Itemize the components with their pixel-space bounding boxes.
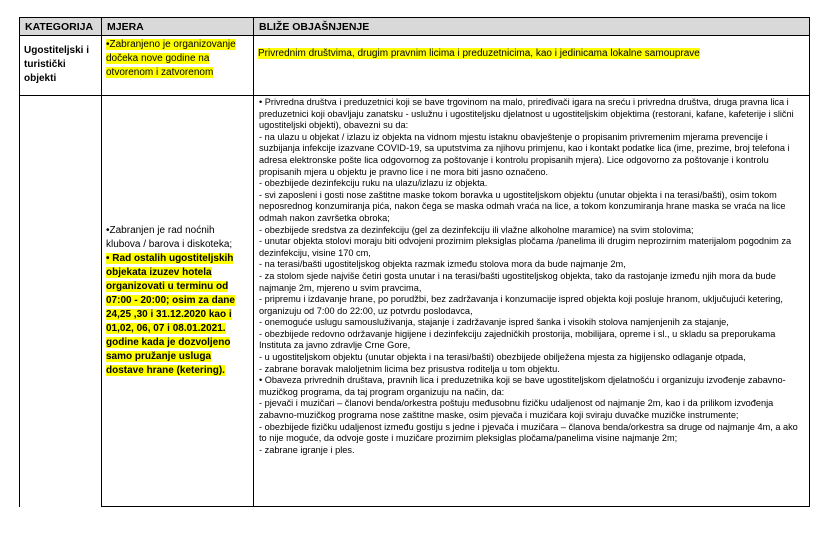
detail-line: - onemoguće uslugu samousluživanja, stajanje i zadržavanje ispred šanka i visokih stolova namjenjenih za stajanje,	[259, 317, 729, 328]
header-objasnjenje: BLIŽE OBJAŠNJENJE	[253, 17, 810, 35]
detail-line: - pjevači i muzičari – članovi benda/orkestra poštuju međusobnu fizičku udaljenost od najmanje 2m, kao i da prilikom izvođenja zabavno-muzičkog programa nose zaštitne maske, osim pjevača i muzičara koji sviraju duvačke muzičke instrumente;	[259, 398, 774, 421]
table-header-row	[19, 17, 810, 35]
explanation-text: Privrednim društvima, drugim pravnim licima i preduzetnicima, kao i jedinicama lokalne samouprave	[258, 48, 700, 59]
measure-cell	[101, 95, 253, 507]
measure-nye-ban: •Zabranjeno je organizovanje dočeka nove godine na otvorenom i zatvorenom	[106, 39, 236, 78]
detail-line: • Obaveza privrednih društava, pravnih lica i preduzetnika koji se bave ugostiteljskom djelatnošću i organizuju izvođenje zabavno-muzičkog programa, da taj program organizuju na način, da:	[259, 375, 786, 397]
header-kategorija: KATEGORIJA	[19, 17, 101, 35]
measure-nightclub-ban: •Zabranjen je rad noćnih klubova / barova i diskoteka;	[106, 225, 233, 250]
detail-line: - u ugostiteljskom objektu (unutar objekta i na terasi/bašti) obezbijede obilježena mjesta za higijensko odlaganje otpada,	[259, 352, 746, 363]
detail-line: - unutar objekta stolovi moraju biti odvojeni prozirnim pleksiglas pločama /panelima ili drugim neprozirnim materijalom pogodnim za dezinfekciju, visine 170 cm,	[259, 236, 792, 258]
detail-line: - na terasi/bašti ugostiteljskog objekta razmak između stolova mora da bude najmanje 2m,	[259, 259, 626, 270]
detail-line: - obezbijede sredstva za dezinfekciju (gel za dezinfekciju ili vlažne alkoholne maramice) na svim stolovima;	[259, 224, 694, 235]
detail-line: - obezbijede redovno održavanje higijene i dezinfekciju zajedničkih prostorija, mobilijara, opreme i sl., u skladu sa preporukama Instituta za javno zdravlje Crne Gore,	[259, 328, 776, 351]
table-row	[19, 35, 810, 95]
category-cell	[19, 35, 101, 95]
explanation-cell	[253, 95, 810, 507]
detail-line: - zabrane boravak maloljetnim licima bez prisustva roditelja u tom objektu.	[259, 363, 560, 374]
detail-line: - svi zaposleni i gosti nose zaštitne maske tokom boravka u ugostiteljskom objektu (unutar objekta i na terasi/bašti), osim tokom neposrednog konzumiranja pića, nakon čega se maska odmah vraća na lice, a tokom konzumiranja hrane maska se vraća na lice odmah nakon završetka obroka;	[259, 189, 786, 223]
detail-line: • Privredna društva i preduzetnici koji se bave trgovinom na malo, priređivači igara na sreću i privredna društva, druga pravna lica i preduzetnici koji obavljaju zanatsku - uslužnu i ugostiteljsku djelatnost u ugostiteljskim objektima (restorani, kafane, kafeterije i slični ugostiteljski objekti), obavezni su da:	[259, 97, 794, 131]
detail-line: - pripremu i izdavanje hrane, po porudžbi, bez zadržavanja i konzumacije ispred objekta koji posluje hranom, uključujući ketering, organizuju od 7:00 do 22:00, uz potvrdu poslodavca,	[259, 294, 783, 316]
detail-line: - obezbijede fizičku udaljenost između gostiju s jedne i pjevača i muzičara – članova benda/orkestra sa druge od najmanje 4m, a ako to nije moguće, da odvoje goste i muzičare prozirnim pleksiglas pločama/panelima visine najmanje 2m;	[259, 421, 798, 444]
category-label: Ugostiteljski i turistički objekti	[24, 45, 90, 84]
detail-line: - obezbijede dezinfekciju ruku na ulazu/izlazu iz objekta.	[259, 178, 488, 189]
table-row	[19, 95, 810, 507]
measure-cell	[101, 35, 253, 95]
detail-line: - na ulazu u objekat / izlazu iz objekta na vidnom mjestu istaknu obavještenje o propisanim privremenim mjerama prevencije i suzbijanja infekcije izazvane COVID-19, sa uputstvima za njihovu primjenu, kao i kontakt podatke lica (ime, prezime, broj telefona i adresa elektronske pošte lica odgovornog za poštovanje i kontrolu propisanih mjera). Lice odgovorno za poštovanje i kontrolu propisanih mjera u objektu je pravno lice i ne mora biti jasno označeno.	[259, 131, 790, 177]
header-mjera: MJERA	[101, 17, 253, 35]
detail-line: - zabrane igranje i ples.	[259, 444, 355, 455]
measure-hours-restriction: • Rad ostalih ugostiteljskih objekata izuzev hotela organizovati u terminu od 07:00 - 20:00; osim za dane 24,25 ,30 i 31.12.2020 kao i 01,02, 06, 07 i 08.01.2021. godine kada je dozvoljeno samo pružanje usluga dostave hrane (ketering).	[106, 253, 235, 376]
measures-table	[19, 17, 810, 507]
explanation-cell	[253, 35, 810, 95]
category-cell-empty	[19, 95, 101, 507]
detail-line: - za stolom sjede najviše četiri gosta unutar i na terasi/bašti ugostiteljskog objekta, tako da rastojanje između njih mora da bude najmanje 2m, mjereno u svim pravcima,	[259, 270, 776, 293]
